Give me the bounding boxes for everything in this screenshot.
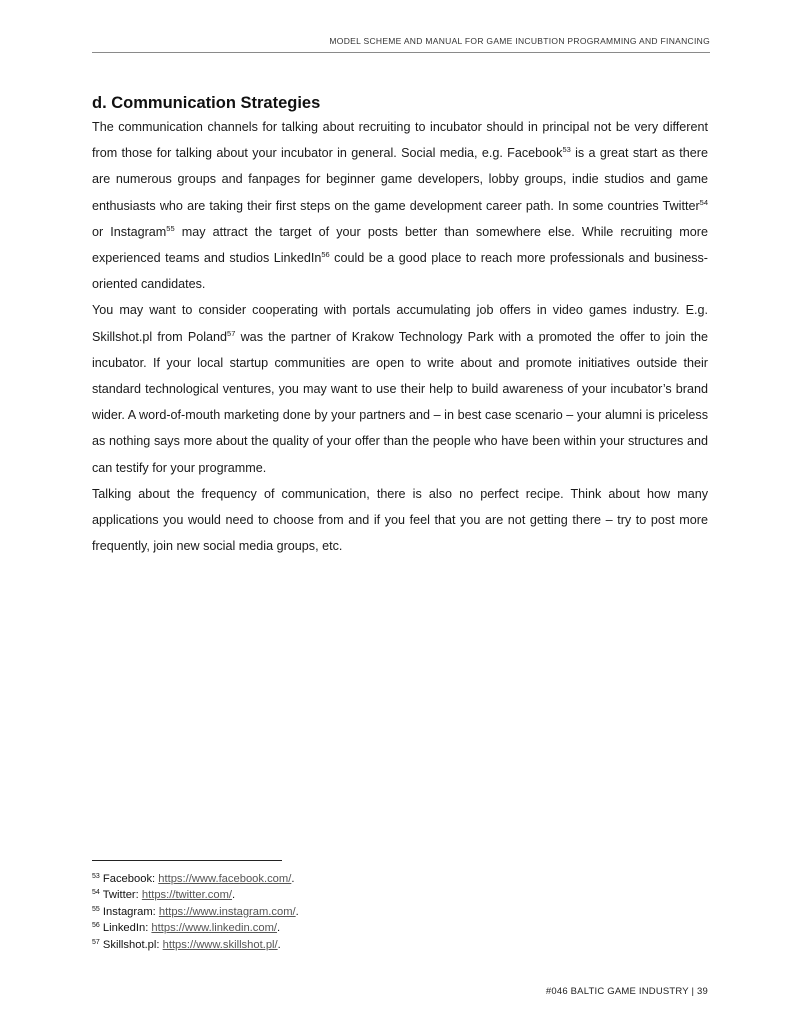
paragraph-1 — [92, 114, 708, 297]
footnote-link-skillshot[interactable]: https://www.skillshot.pl/ — [162, 938, 278, 951]
footnote-53: $^{53}$ Facebook: https://www.facebook.com/. — [92, 873, 295, 885]
footnote-separator — [92, 860, 282, 861]
paragraph-2 — [92, 297, 708, 480]
footnote-57: $^{57}$ Skillshot.pl: https://www.skillshot.pl/. — [92, 938, 281, 951]
running-header: MODEL SCHEME AND MANUAL FOR GAME INCUBTION PROGRAMMING AND FINANCING — [329, 36, 710, 46]
footnote-ref-55[interactable]: 55 — [166, 223, 175, 233]
footnote-link-facebook[interactable]: https://www.facebook.com/ — [158, 873, 292, 885]
section-heading: d. Communication Strategies — [92, 94, 321, 112]
p2-text-2: was the partner of Krakow Technology Park with a promoted the offer to join the incubator. If your local startup communities are open to write about and promote initiatives outside their standard technological ventures, you may want to use their help to build awareness of your incubator’s brand wider. A word-of-mouth marketing done by your partners and – in best case scenario – your alumni is priceless as nothing says more about the quality of your offer than the people who have been within your structures and can testify for your programme. — [92, 329, 708, 475]
p1-text-5: could be a good place to reach more professionals and business-oriented candidates. — [92, 251, 709, 292]
footnote-55: $^{55}$ Instagram: https://www.instagram.com/. — [92, 905, 299, 918]
p2-text-1: You may want to consider cooperating with portals accumulating job offers in video games industry. E.g. Skillshot.pl from Poland — [92, 303, 708, 344]
footnote-56: $^{56}$ LinkedIn: https://www.linkedin.com/. — [92, 922, 281, 935]
p1-text-1: The communication channels for talking about recruiting to incubator should in principal not be very different from those for talking about your incubator in general. Social media, e.g. Facebook — [92, 120, 708, 161]
footnote-link-instagram[interactable]: https://www.instagram.com/ — [158, 905, 296, 918]
footnote-link-twitter[interactable]: https://twitter.com/ — [141, 889, 233, 902]
footnotes — [92, 871, 299, 953]
header-divider — [92, 52, 710, 53]
p1-text-4: may attract the target of your posts better than somewhere else. While recruiting more experienced teams and studios LinkedIn — [92, 224, 708, 266]
footnote-ref-54[interactable]: 54 — [699, 197, 708, 207]
p1-text-2: is a great start as there are numerous groups and fanpages for beginner game developers, lobby groups, indie studios and game enthusiasts who are taking their first steps on the game development career path. In some countries Twitter — [92, 146, 708, 213]
footnote-54: $^{54}$ Twitter: https://twitter.com/. — [92, 889, 236, 902]
paragraph-3: Talking about the frequency of communication, there is also no perfect recipe. Think about how many applications you would need to choose from and if you feel that you are not getting there – try to post more frequently, join new social media groups, etc. — [92, 486, 708, 554]
footnote-ref-53[interactable]: 53 — [562, 145, 571, 155]
page-footer: #046 BALTIC GAME INDUSTRY | 39 — [545, 986, 708, 997]
p1-text-3: or Instagram — [92, 224, 167, 239]
main-content — [92, 92, 708, 559]
footnote-ref-57[interactable]: 57 — [227, 328, 236, 338]
footnote-link-linkedin[interactable]: https://www.linkedin.com/ — [151, 922, 278, 935]
footnote-ref-56[interactable]: 56 — [321, 250, 330, 260]
